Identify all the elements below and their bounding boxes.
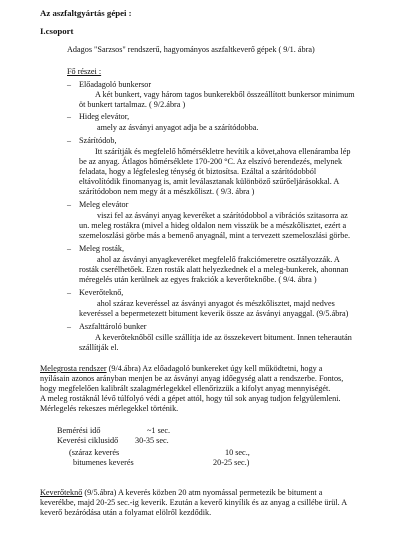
item-line: be az anyag. Átlagos hőmérséklete 170-200 °C. Az elszívó berendezés, melynek bbox=[79, 157, 343, 166]
item-line: ahol száraz keveréssel az ásványi anyagot és mészkőlisztet, majd nedves bbox=[97, 299, 335, 308]
paragraph-line: hogy megfelelően kalibrált szalagmérlegekkel ellenőrizzük a kifolyt anyag mennyiségét. bbox=[40, 384, 331, 393]
item-name-keveroteknő: Keverőteknő, bbox=[79, 288, 124, 297]
item-line: viszi fel az ásványi anyag keveréket a szárítódobbol a vibrációs szitasorra az bbox=[97, 211, 348, 220]
item-line: öt bunkert tartalmaz. ( 9/2.ábra ) bbox=[79, 100, 186, 109]
item-line: Itt szárítják és megfelelő hőmérsékletre hevítik a követ,ahova ellenáramba lép bbox=[95, 147, 351, 156]
timing-value: ~1 sec. bbox=[147, 426, 171, 435]
item-line: amely az ásványi anyagot adja be a szárítódobba. bbox=[97, 123, 259, 132]
item-line: méregelés után kerülnek az egyes frakciók a keverőteknőbe. ( 9/4. ábra ) bbox=[79, 275, 317, 284]
document-title: Az aszfaltgyártás gépei : bbox=[40, 8, 132, 18]
item-line: A két bunkert, vagy három tagos bunkerekből összeállított bunkersor minimum bbox=[95, 90, 355, 99]
melegrosta-first-line-text: (9/4.ábra) Az előadagoló bunkereket úgy kell működtetni, hogy a bbox=[106, 364, 323, 373]
item-line: szárítódobon nem megy át a mészkőliszt. ( 9/3. ábra ) bbox=[79, 187, 255, 196]
timing-label: Bemérési idő bbox=[57, 426, 101, 435]
paragraph-line: keverékbe, majd 20-25 sec.-ig keverik. Ezután a keverő kinyílik és az anyag a csillébe ürül. A bbox=[40, 498, 348, 507]
paragraph-line: nyílásain azonos arányban menjen be az ásványi anyag időegység alatt a rendszerbe. Fontos, bbox=[40, 374, 344, 383]
bullet: – bbox=[67, 80, 71, 89]
timing-sub-label: (száraz keverés bbox=[69, 448, 120, 457]
parts-heading: Fő részei : bbox=[67, 67, 102, 76]
bullet: – bbox=[67, 112, 71, 121]
keveroteknő-first-line bbox=[40, 488, 322, 498]
item-name-hideg-elevator: Hideg elevátor, bbox=[79, 112, 130, 121]
item-line: rosták cserélhetőek. Ezen rosták alatt helyezkednek el a meleg-bunkerek, ahonnan bbox=[79, 265, 349, 274]
intro-line: Adagos "Sarzsos" rendszerű, hagyományos aszfaltkeverő gépek ( 9/1. ábra) bbox=[67, 45, 315, 54]
timing-sub-value: 10 sec., bbox=[225, 448, 250, 457]
item-line: szemeloszlási görbe más a bemenő anyagnál, mint a tervezett szemeloszlási görbe. bbox=[79, 231, 350, 240]
timing-sub-label: bitumenes keverés bbox=[73, 458, 134, 467]
paragraph-line: A meleg rostáknál lévő túlfolyó védi a gépet attól, hogy túl sok anyag tudjon felgyülemleni. bbox=[40, 394, 341, 403]
item-name-meleg-rostak: Meleg rosták, bbox=[79, 244, 125, 253]
item-line: keveréssel a bepermetezett bitument keverik össze az ásványi anyaggal. (9/5.ábra) bbox=[79, 309, 349, 318]
melegrosta-heading: Melegrosta rendszer bbox=[40, 364, 107, 373]
keveroteknő-first-line-text: (9/5.ábra) A keverés közben 20 atm nyomással permetezik be bitument a bbox=[82, 488, 323, 497]
timing-label: Keverési ciklusidő bbox=[57, 436, 119, 445]
timing-value: 30-35 sec. bbox=[135, 436, 169, 445]
bullet: – bbox=[67, 136, 71, 145]
bullet: – bbox=[67, 200, 71, 209]
paragraph-line: keverő bezáródása után a folyamat elölről kezdődik. bbox=[40, 508, 212, 517]
melegrosta-first-line bbox=[40, 364, 322, 374]
item-name-meleg-elevator: Meleg elevátor bbox=[79, 200, 129, 209]
keveroteknő-heading: Keverőteknő bbox=[40, 488, 83, 497]
item-name-aszfalttarolo: Aszfalttároló bunker bbox=[79, 322, 147, 331]
timing-sub-value: 20-25 sec.) bbox=[213, 458, 250, 467]
item-line: eltávolítódik finomanyag is, amit leválasztanak különböző szűrőeljárásokkal. A bbox=[79, 177, 340, 186]
item-line: un. meleg rostákra (mivel a hideg oldalon nem visszük be a mészkőlisztet, ezért a bbox=[79, 221, 347, 230]
bullet: – bbox=[67, 288, 71, 297]
item-name-szaritodob: Szárítódob, bbox=[79, 136, 117, 145]
bullet: – bbox=[67, 244, 71, 253]
bullet: – bbox=[67, 322, 71, 331]
item-line: ahol az ásványi anyagkeveréket megfelelő frakciómeretre osztályozzák. A bbox=[97, 255, 340, 264]
item-line: feladata, hogy a légfelesleg ténység ót biztosítsa. Ezáltal a szárítódobból bbox=[79, 167, 317, 176]
group-heading: I.csoport bbox=[40, 26, 74, 36]
item-line: szállítják el. bbox=[79, 343, 119, 352]
item-name-bunkersor: Előadagoló bunkersor bbox=[79, 80, 152, 89]
paragraph-line: Mérlegelés rekeszes mérlegekkel történik. bbox=[40, 404, 179, 413]
item-line: A keverőteknőből csille szállítja ide az összekevert bitument. Innen teheraután bbox=[95, 333, 352, 342]
